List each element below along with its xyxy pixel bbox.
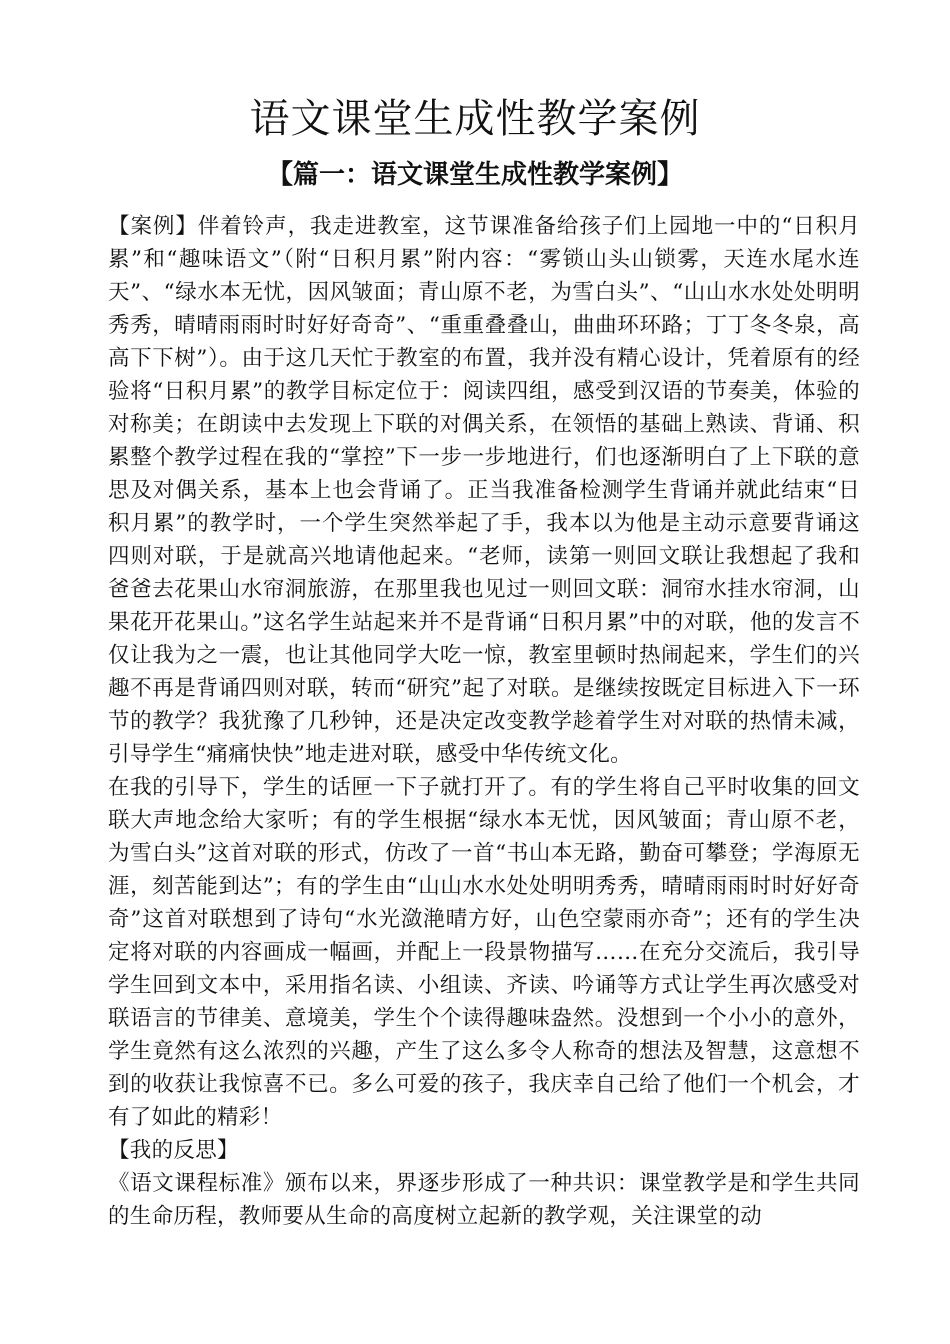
document-title: 语文课堂生成性教学案例	[249, 96, 701, 142]
document-body	[108, 210, 860, 1233]
reflection-heading: 【我的反思】	[108, 1138, 239, 1163]
section-heading: 【篇一：语文课堂生成性教学案例】	[266, 160, 683, 190]
guidance-paragraph: 在我的引导下，学生的话匣一下子就打开了。有的学生将自己平时收集的回文联大声地念给大家听；有的学生根据“绿水本无忧，因风皱面；青山原不老，为雪白头”这首对联的形式，仿改了一首“书山本无路，勤奋可攀登；学海原无涯，刻苦能到达”；有的学生由“山山水水处处明明秀秀，晴晴雨雨时时好好奇奇”这首对联想到了诗句“水光潋滟晴方好，山色空蒙雨亦奇”；还有的学生决定将对联的内容画成一幅画，并配上一段景物描写……在充分交流后，我引导学生回到文本中，采用指名读、小组读、齐读、吟诵等方式让学生再次感受对联语言的节律美、意境美，学生个个读得趣味盎然。没想到一个小小的意外，学生竟然有这么浓烈的兴趣，产生了这么多令人称奇的想法及智慧，这意想不到的收获让我惊喜不已。多么可爱的孩子，我庆幸自己给了他们一个机会，才有了如此的精彩！	[108, 775, 860, 1130]
case-paragraph: 【案例】伴着铃声，我走进教室，这节课准备给孩子们上园地一中的“日积月累”和“趣味语文”（附“日积月累”附内容：“雾锁山头山锁雾，天连水尾水连天”、“绿水本无忧，因风皱面；青山原不老，为雪白头”、“山山水水处处明明秀秀，晴晴雨雨时时好好奇奇”、“重重叠叠山，曲曲环环路；丁丁冬冬泉，高高下下树”）。由于这几天忙于教室的布置，我并没有精心设计，凭着原有的经验将“日积月累”的教学目标定位于：阅读四组，感受到汉语的节奏美，体验的对称美；在朗读中去发现上下联的对偶关系，在领悟的基础上熟读、背诵、积累整个教学过程在我的“掌控”下一步一步地进行，们也逐渐明白了上下联的意思及对偶关系，基本上也会背诵了。正当我准备检测学生背诵并就此结束“日积月累”的教学时，一个学生突然举起了手，我本以为他是主动示意要背诵这四则对联，于是就高兴地请他起来。“老师，读第一则回文联让我想起了我和爸爸去花果山水帘洞旅游，在那里我也见过一则回文联：洞帘水挂水帘洞，山果花开花果山。”这名学生站起来并不是背诵“日积月累”中的对联，他的发言不仅让我为之一震，也让其他同学大吃一惊，教室里顿时热闹起来，学生们的兴趣不再是背诵四则对联，转而“研究”起了对联。是继续按既定目标进入下一环节的教学？我犹豫了几秒钟，还是决定改变教学趁着学生对对联的热情未减，引导学生“痛痛快快”地走进对联，感受中华传统文化。	[108, 214, 860, 767]
reflection-paragraph: 《语文课程标准》颁布以来，界逐步形成了一种共识：课堂教学是和学生共同的生命历程，教师要从生命的高度树立起新的教学观，关注课堂的动	[108, 1171, 860, 1229]
